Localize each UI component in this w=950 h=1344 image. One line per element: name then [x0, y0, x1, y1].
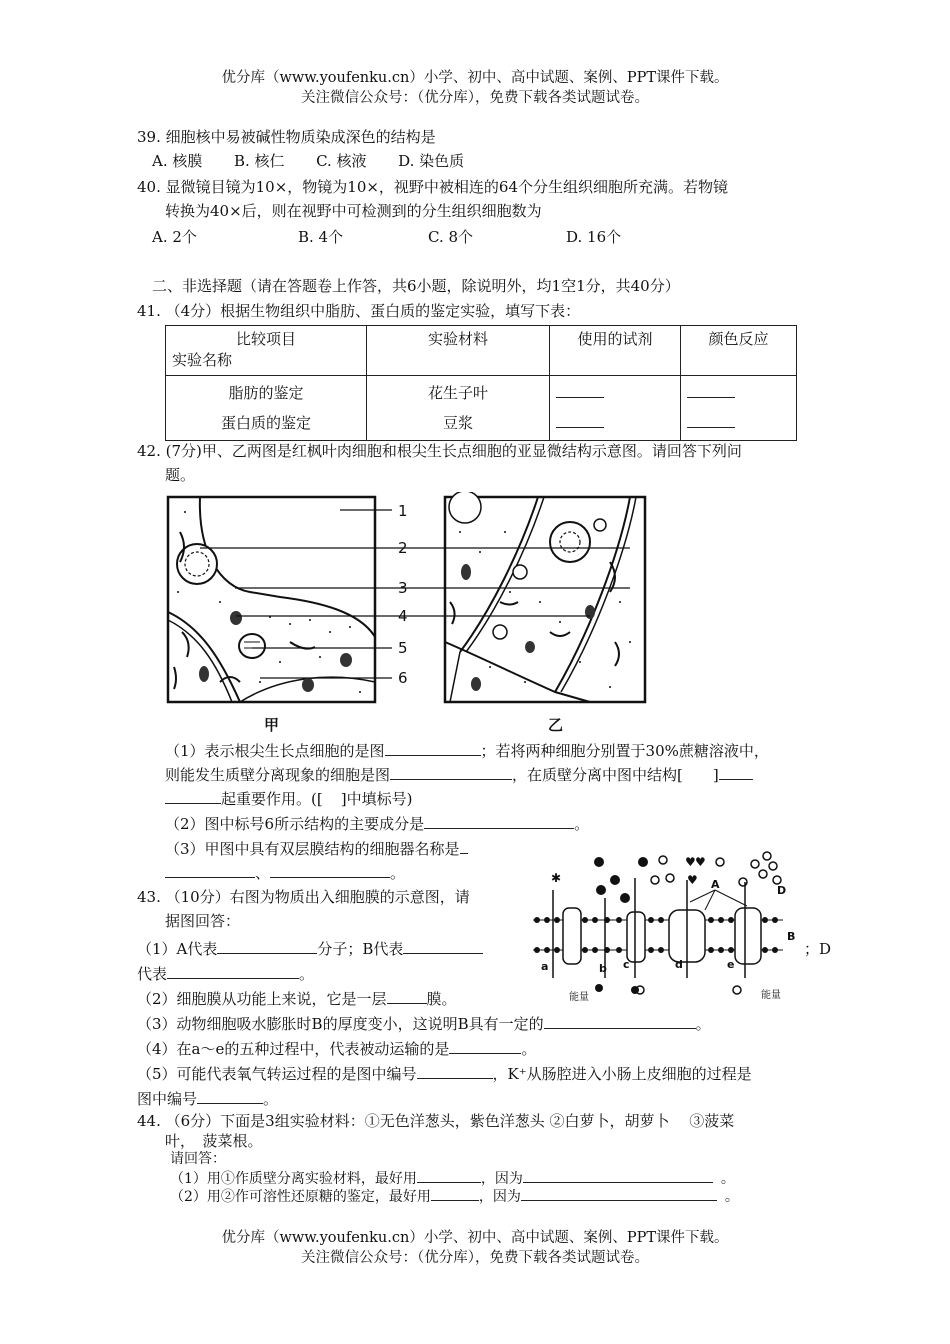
q44-blank-3[interactable] [431, 1186, 479, 1201]
q42-part-1-line-1 [165, 740, 769, 762]
q40-option-d: D. 16个 [566, 228, 622, 246]
q42-part-1-line-3 [165, 788, 412, 810]
figure-label-2: 2 [398, 539, 408, 557]
row-fat-material: 花生子叶 [427, 384, 488, 402]
table-row-names [166, 376, 367, 441]
header-material: 实验材料 [367, 326, 550, 376]
caption-yi: 乙 [548, 716, 564, 734]
process-label-b: b [599, 962, 607, 975]
q42-part-3-line-2 [165, 862, 405, 884]
header-reagent: 使用的试剂 [550, 326, 681, 376]
q42-part-3-line-1 [165, 838, 468, 860]
q42-blank-8[interactable] [270, 863, 390, 878]
color-blank-fat[interactable] [687, 383, 735, 398]
table-color-blanks [681, 376, 797, 441]
membrane-proteins [563, 908, 761, 964]
q43-part-1-line-2 [137, 963, 314, 985]
reagent-blank-protein[interactable] [556, 413, 604, 428]
q44-p2-text-c: 。 [724, 1189, 739, 1205]
q42-p1-text-a: （1）表示根尖生长点细胞的是图 [165, 742, 385, 760]
q43-p4-text-a: （4）在a～e的五种过程中，代表被动运输的是 [137, 1040, 450, 1058]
header-compare-item: 比较项目 [235, 330, 296, 348]
q43-stem-2: 据图回答： [165, 912, 241, 930]
q43-p5-text-d: 。 [263, 1090, 279, 1108]
q39-option-b: B. 核仁 [233, 152, 285, 170]
q42-blank-1[interactable] [385, 741, 481, 756]
table-row-materials [367, 376, 550, 441]
membrane-label-a: A [711, 878, 720, 891]
q43-p5-text-b: ，K⁺从肠腔进入小肠上皮细胞的过程是 [492, 1065, 752, 1083]
q43-p2-text-a: （2）细胞膜从功能上来说，它是一层 [137, 990, 387, 1008]
q42-blank-4[interactable] [165, 789, 221, 804]
q43-blank-5[interactable] [544, 1014, 696, 1029]
q43-part-1-line-1 [137, 938, 483, 960]
table-header-corner [166, 326, 367, 376]
q40-option-c: C. 8个 [428, 228, 474, 246]
q42-p2-text-b: 。 [574, 815, 590, 833]
q42-stem-1: 42. (7分)甲、乙两图是红枫叶肉细胞和根尖生长点细胞的亚显微结构示意图。请回答下列问 [137, 442, 742, 460]
q44-p1-text-a: （1）用①作质壁分离实验材料，最好用 [170, 1171, 417, 1187]
q39-stem: 39. 细胞核中易被碱性物质染成深色的结构是 [137, 128, 436, 146]
q41-table [165, 325, 797, 441]
svg-text:✱: ✱ [551, 871, 562, 885]
q39-options [152, 150, 464, 172]
q44-blank-2[interactable] [523, 1168, 713, 1183]
q43-p4-text-b: 。 [521, 1040, 537, 1058]
process-label-c: c [623, 958, 630, 971]
q44-blank-4[interactable] [521, 1186, 717, 1201]
q39-option-c: C. 核液 [316, 152, 367, 170]
q42-p3-text-c: 。 [390, 864, 406, 882]
q43-part-5-line-2 [137, 1088, 278, 1110]
transport-arrows [553, 878, 745, 978]
color-blank-protein[interactable] [687, 413, 735, 428]
q43-blank-8[interactable] [197, 1089, 263, 1104]
q44-stem-1: 44. （6分）下面是3组实验材料：①无色洋葱头，紫色洋葱头 ②白萝卜，胡萝卜 ③菠菜 [137, 1112, 735, 1130]
q43-blank-4[interactable] [387, 989, 427, 1004]
membrane-label-d: D [777, 884, 787, 897]
q43-p1-text-a: （1）A代表 [137, 940, 218, 958]
cell-diagram [160, 492, 660, 742]
q43-part-3 [137, 1013, 711, 1035]
q42-stem-2: 题。 [165, 466, 196, 484]
q43-blank-6[interactable] [449, 1039, 521, 1054]
q42-blank-7[interactable] [165, 863, 255, 878]
q43-blank-3[interactable] [167, 964, 299, 979]
svg-text:♥: ♥ [695, 855, 706, 869]
footer-line-1: 优分库（www.youfenku.cn）小学、初中、高中试题、案例、PPT课件下载。 [221, 1230, 729, 1246]
membrane-label-b: B [787, 930, 796, 943]
q42-p1-text-d: ，在质壁分离中图中结构[ [512, 766, 683, 784]
q44-p1-text-b: ，因为 [480, 1171, 523, 1187]
q39-option-a: A. 核膜 [152, 152, 203, 170]
svg-text:♥: ♥ [685, 855, 696, 869]
q43-blank-1[interactable] [217, 939, 317, 954]
figure-label-4: 4 [398, 607, 408, 625]
q42-part-2 [165, 813, 589, 835]
q44-part-1 [170, 1168, 735, 1188]
footer-line-2: 关注微信公众号：（优分库），免费下载各类试题试卷。 [301, 1250, 649, 1266]
table-reagent-blanks [550, 376, 681, 441]
q43-p3-text-a: （3）动物细胞吸水膨胀时B的厚度变小，这说明B具有一定的 [137, 1015, 544, 1033]
caption-jia: 甲 [264, 716, 280, 734]
q43-p1-text-e: 。 [299, 965, 315, 983]
q44-blank-1[interactable] [417, 1168, 481, 1183]
energy-label-right: 能量 [761, 990, 781, 1001]
q43-p3-text-b: 。 [695, 1015, 711, 1033]
q42-part-1-line-2 [165, 764, 753, 786]
row-protein-name: 蛋白质的鉴定 [220, 414, 311, 432]
header-experiment-name: 实验名称 [172, 351, 233, 369]
q42-blank-2[interactable] [390, 765, 512, 780]
q43-stem-1: 43. （10分）右图为物质出入细胞膜的示意图，请 [137, 888, 470, 906]
process-label-a: a [541, 960, 549, 973]
q42-blank-3[interactable] [719, 765, 753, 780]
q42-blank-6[interactable] [460, 839, 468, 854]
q42-p1-text-e: ] [712, 766, 719, 784]
q39-option-d: D. 染色质 [398, 152, 465, 170]
q42-p2-text-a: （2）图中标号6所示结构的主要成分是 [165, 815, 425, 833]
cell-yi [445, 492, 645, 702]
header-color: 颜色反应 [681, 326, 797, 376]
q43-blank-7[interactable] [417, 1064, 493, 1079]
q43-blank-2[interactable] [403, 939, 483, 954]
q40-option-b: B. 4个 [298, 228, 344, 246]
q43-p5-text-a: （5）可能代表氧气转运过程的是图中编号 [137, 1065, 417, 1083]
q43-p2-text-b: 膜。 [426, 990, 457, 1008]
figure-label-1: 1 [398, 502, 408, 520]
process-label-e: e [727, 958, 735, 971]
q44-p2-text-a: （2）用②作可溶性还原糖的鉴定，最好用 [170, 1189, 431, 1205]
q43-part-5-line-1 [137, 1063, 752, 1085]
cell-jia [168, 497, 375, 702]
q42-p3-text-a: （3）甲图中具有双层膜结构的细胞器名称是 [165, 840, 460, 858]
q44-part-2 [170, 1186, 739, 1206]
process-label-d: d [675, 958, 683, 971]
q40-option-a: A. 2个 [152, 228, 197, 246]
figure-label-6: 6 [398, 669, 408, 687]
q43-part-4 [137, 1038, 536, 1060]
q44-stem-2: 叶， 菠菜根。 [165, 1132, 263, 1150]
q44-prompt: 请回答： [170, 1151, 226, 1167]
q44-p1-text-c: 。 [720, 1171, 735, 1187]
figure-label-3: 3 [398, 579, 408, 597]
q42-p1-text-c: 则能发生质壁分离现象的细胞是图 [165, 766, 391, 784]
section-2-title: 二、非选择题（请在答题卷上作答，共6小题，除说明外，均1空1分，共40分） [152, 277, 680, 295]
q43-p5-text-c: 图中编号 [137, 1090, 198, 1108]
q43-part-2 [137, 988, 457, 1010]
q42-p3-text-b: 、 [255, 864, 271, 882]
header-line-1: 优分库（www.youfenku.cn）小学、初中、高中试题、案例、PPT课件下载。 [221, 70, 729, 86]
energy-label-left: 能量 [569, 992, 589, 1003]
membrane-diagram [515, 850, 815, 1010]
q43-p1-text-c: ；D [804, 940, 832, 958]
q42-p1-text-f: 起重要作用。([ [221, 790, 323, 808]
row-fat-name: 脂肪的鉴定 [228, 384, 304, 402]
q40-stem-2: 转换为40×后，则在视野中可检测到的分生组织细胞数为 [165, 202, 542, 220]
q43-p1-text-b: 分子；B代表 [317, 940, 404, 958]
q42-p1-text-g: ]中填标号) [340, 790, 413, 808]
svg-text:♥: ♥ [687, 873, 698, 887]
q42-blank-5[interactable] [424, 814, 574, 829]
header-line-2: 关注微信公众号：（优分库），免费下载各类试题试卷。 [301, 90, 649, 106]
reagent-blank-fat[interactable] [556, 383, 604, 398]
q42-p1-text-b: ；若将两种细胞分别置于30%蔗糖溶液中， [480, 742, 769, 760]
q41-stem: 41. （4分）根据生物组织中脂肪、蛋白质的鉴定实验，填写下表： [137, 302, 581, 320]
row-protein-material: 豆浆 [442, 414, 473, 432]
figure-label-5: 5 [398, 639, 408, 657]
q44-p2-text-b: ，因为 [478, 1189, 521, 1205]
q43-p1-text-d: 代表 [137, 965, 168, 983]
q40-stem-1: 40. 显微镜目镜为10×，物镜为10×，视野中被相连的64个分生组织细胞所充满。若物镜 [137, 178, 729, 196]
